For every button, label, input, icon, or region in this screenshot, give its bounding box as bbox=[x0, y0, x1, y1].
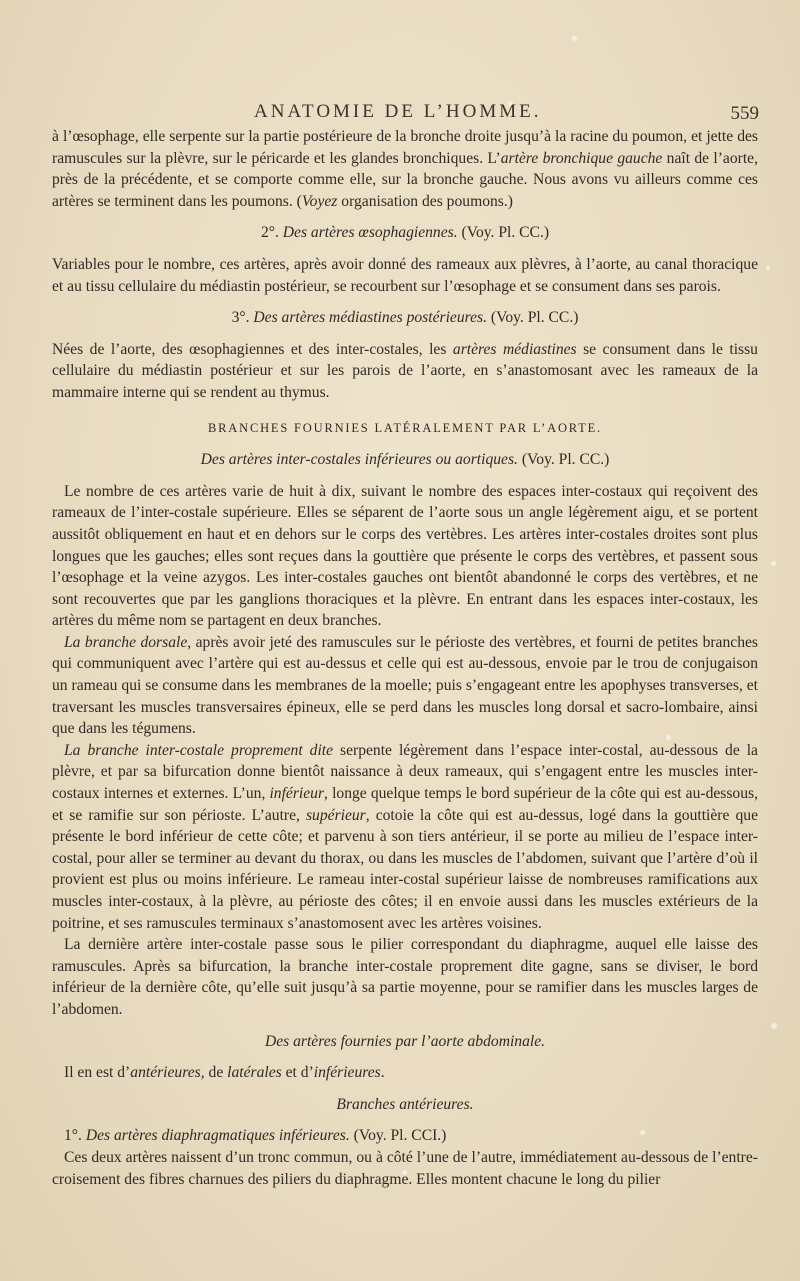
paragraph-9: Ces deux artères naissent d’un tronc commun, ou à côté l’une de l’autre, immédiatement au-dessous de l’entre-croisement des fibres charnues des piliers du diaphragme. Elles montent chacune le long du pilier bbox=[52, 1148, 758, 1188]
page-number: 559 bbox=[730, 103, 759, 124]
paper-spot bbox=[572, 36, 577, 41]
heading-oesophagiennes bbox=[52, 222, 758, 244]
text-run: se consument dans le tissu cellulaire du médiastin postérieur et sur les parois de l’aorte, en s’anastomosant avec les rameaux de la mammaire interne qui se rendent au thymus. bbox=[52, 340, 758, 401]
heading-aorte-abdominale: Des artères fournies par l’aorte abdominale. bbox=[264, 1032, 546, 1050]
paragraph-2: Variables pour le nombre, ces artères, après avoir donné des rameaux aux plèvres, à l’aorte, au canal thoracique et au tissu cellulaire du médiastin postérieur, se recourbent sur l’œsophage et se consument dans ses parois. bbox=[52, 255, 758, 295]
text-run: à l’œsophage, elle serpente sur la partie postérieure de la bronche droite jusqu’à la racine du poumon, et jette des ramuscules sur la plèvre, sur le péricarde et les glandes bronchiques. L’ bbox=[52, 128, 758, 167]
paper-spot bbox=[771, 1023, 777, 1029]
text-run-italic: La branche dorsale bbox=[64, 633, 188, 651]
text-run: , après avoir jeté des ramuscules sur le périoste des vertèbres, et fourni de petites branches qui communiquent avec l’artère qui est au-dessus et celle qui est au-dessous, envoie par le trou de conjugaison un rameau qui se consume dans les membranes de la moelle; puis s’engageant entre les apophyses transverses, et traversant les muscles transversaires épineux, elle se perd dans les muscles long dorsal et sacro-lombaire, ainsi que dans les tégumens. bbox=[52, 633, 758, 738]
text-run-italic: inférieures bbox=[313, 1064, 381, 1082]
paragraph-6 bbox=[52, 740, 758, 934]
heading-number: 2°. bbox=[260, 224, 283, 242]
paragraph-8 bbox=[52, 1062, 758, 1084]
paragraph-5 bbox=[52, 632, 758, 740]
text-run-italic: artères médiastines bbox=[452, 340, 577, 358]
section-heading: BRANCHES FOURNIES LATÉRALEMENT PAR L’AORTE. bbox=[208, 420, 602, 435]
running-title: ANATOMIE DE L’HOMME. bbox=[254, 101, 542, 122]
text-run-italic: latérales bbox=[227, 1064, 282, 1082]
heading-title: Des artères inter-costales inférieures ou aortiques. bbox=[200, 451, 518, 469]
heading-title: Des artères œsophagiennes. bbox=[282, 224, 458, 242]
heading-title: Des artères médiastines postérieures. bbox=[253, 309, 487, 327]
heading-inter-costales bbox=[52, 449, 758, 471]
paragraph-3 bbox=[52, 339, 758, 404]
text-run-italic: inférieur bbox=[269, 785, 325, 803]
text-run: naît de l’aorte, près de la précédente, et se comporte comme elle, sur la bronche gauche. Nous avons vu ailleurs comme ces artères se terminent dans les poumons. ( bbox=[52, 149, 758, 210]
heading-number: 3°. bbox=[231, 309, 254, 327]
text-run: organisation des poumons.) bbox=[337, 192, 513, 210]
plate-reference: (Voy. Pl. CC.) bbox=[457, 224, 550, 242]
text-run: , longe quelque temps le bord supérieur de la côte qui est au-dessous, et se ramifie sur son périoste. L’autre, bbox=[52, 785, 758, 824]
text-run-italic: antérieures bbox=[130, 1064, 201, 1082]
paper-spot bbox=[766, 266, 770, 270]
paper-spot bbox=[771, 561, 776, 566]
plate-reference: (Voy. Pl. CC.) bbox=[487, 309, 579, 327]
text-run: serpente légèrement dans l’espace inter-costal, au-dessous de la plèvre, et par sa bifurcation donne bientôt naissance à deux rameaux, qui s’engagent entre les muscles inter-costaux internes et externes. L’un, bbox=[52, 741, 758, 803]
body-text bbox=[52, 126, 758, 1190]
text-run-italic: artère bronchique gauche bbox=[500, 149, 663, 167]
plate-reference: (Voy. Pl. CC.) bbox=[517, 451, 610, 469]
plate-reference: (Voy. Pl. CCI.) bbox=[349, 1127, 447, 1145]
text-run-italic: supérieur bbox=[305, 806, 366, 824]
text-run: Il en est d’ bbox=[64, 1064, 131, 1082]
text-run: , cotoie la côte qui est au-dessus, logé dans la gouttière que présente le bord inférieur de cette côte; et parvenu à son tiers antérieur, il se porte au milieu de l’espace inter-costal, pour aller se terminer au devant du thorax, ou dans les muscles de l’abdomen, suivant que l’artère d’où il provient est plus ou moins inférieure. Le rameau inter-costal supérieur laisse de nombreuses ramifications aux muscles inter-costaux, à la plèvre, au périoste des côtes; il en envoie aussi dans les muscles extérieurs de la poitrine, et ses ramuscules terminaux s’anastomosent avec les artères voisines. bbox=[52, 806, 758, 932]
heading-title: Des artères diaphragmatiques inférieures. bbox=[85, 1127, 350, 1145]
text-run-italic: La branche inter-costale proprement dite bbox=[64, 741, 334, 759]
paragraph-7: La dernière artère inter-costale passe sous le pilier correspondant du diaphragme, auquel elle laisse des ramuscules. Après sa bifurcation, la branche inter-costale proprement dite gagne, sans se diviser, le bord inférieur de la dernière côte, qu’elle suit jusqu’à sa partie moyenne, pour se ramifier dans les muscles larges de l’abdomen. bbox=[52, 936, 758, 1018]
heading-branches-anterieures: Branches antérieures. bbox=[336, 1095, 474, 1113]
heading-number: 1°. bbox=[64, 1127, 86, 1145]
page-header bbox=[52, 101, 759, 125]
text-run: et d’ bbox=[281, 1064, 314, 1082]
heading-mediastines bbox=[52, 307, 758, 329]
paragraph-4: Le nombre de ces artères varie de huit à dix, suivant le nombre des espaces inter-costaux qui reçoivent des rameaux de l’inter-costale supérieure. Elles se séparent de l’aorte sous un angle légèrement aigu, et se portent aussitôt obliquement en haut et en dehors sur le corps des vertèbres. Les artères inter-costales droites sont plus longues que les gauches; elles sont reçues dans la gouttière que présente le corps des vertèbres, et passent sous l’œsophage et la veine azygos. Les inter-costales gauches ont bientôt abandonné le corps des vertèbres, et ne sont recouvertes que par les ganglions thoraciques et la plèvre. En entrant dans les espaces inter-costaux, les artères du même nom se partagent en deux branches. bbox=[52, 482, 758, 630]
heading-diaphragmatiques bbox=[52, 1125, 758, 1147]
text-run-italic: Voyez bbox=[301, 192, 338, 210]
text-run: , de bbox=[200, 1064, 228, 1082]
text-run: Nées de l’aorte, des œsophagiennes et des inter-costales, les bbox=[52, 340, 453, 358]
text-run: . bbox=[380, 1064, 385, 1082]
paragraph-1 bbox=[52, 126, 758, 212]
